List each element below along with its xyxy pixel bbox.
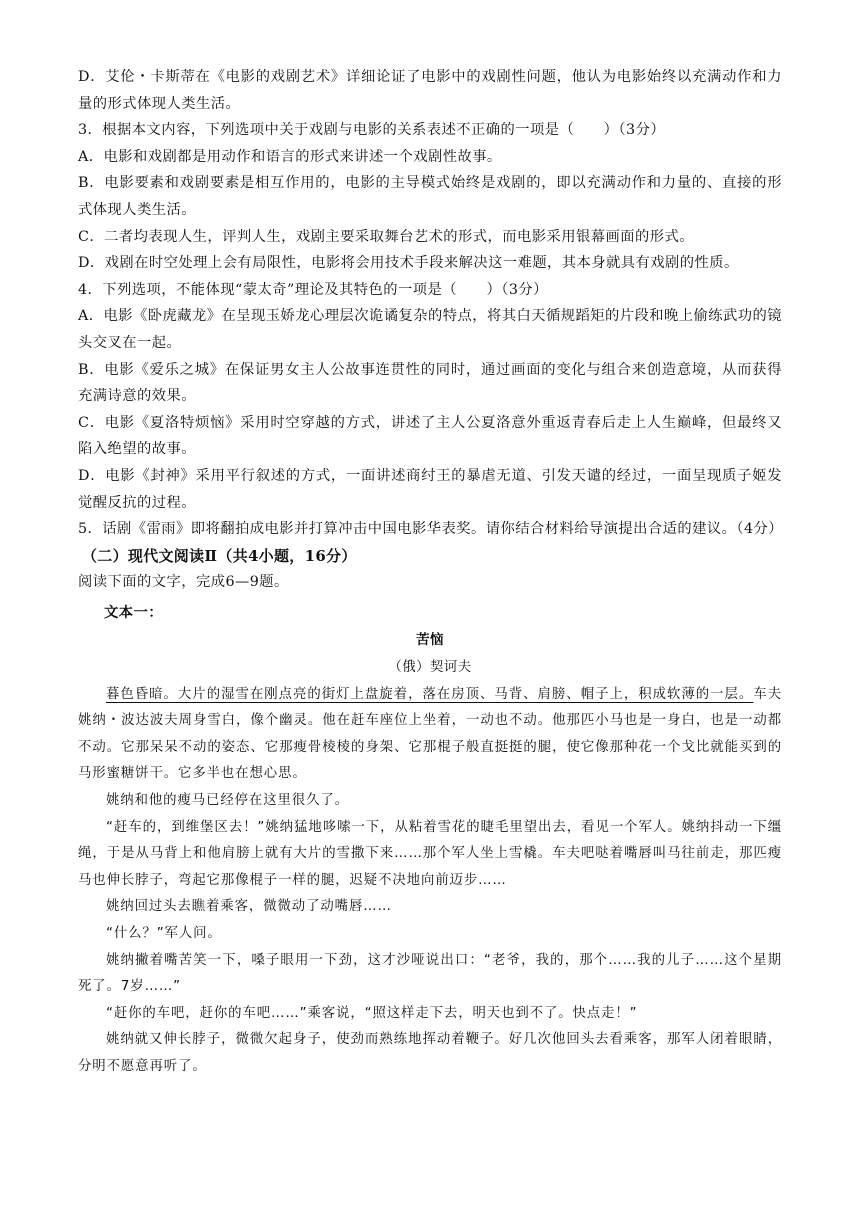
story-paragraph-1 <box>78 682 782 788</box>
q4-option-b: B．电影《爱乐之城》在保证男女主人公故事连贯性的同时，通过画面的变化与组合来创造意境，从而获得充满诗意的效果。 <box>78 361 782 405</box>
q4-stem: 4．下列选项，不能体现“蒙太奇”理论及其特色的一项是（ ）（3分） <box>78 281 548 298</box>
story-title: 苦恼 <box>416 633 444 649</box>
section-title: （二）现代文阅读Ⅱ（共4小题，16分） <box>82 546 357 565</box>
paragraph-1-rest: 车夫姚纳・波达波夫周身雪白，像个幽灵。他在赶车座位上坐着，一动也不动。他那匹小马也是一身白，也是一动都不动。它那呆呆不动的姿态、它那瘦骨棱棱的身架、它那棍子般直挺挺的腿，使它像那种花一个戈比就能买到的马形蜜糖饼干。它多半也在想心思。 <box>78 686 782 782</box>
story-body <box>78 628 782 1080</box>
q5-stem: 5．话剧《雷雨》即将翻拍成电影并打算冲击中国电影华表奖。请你结合材料给导演提出合适的建议。（4分） <box>78 521 784 538</box>
q4-option-a: A．电影《卧虎藏龙》在呈现玉娇龙心理层次诡谲复杂的特点，将其白天循规蹈矩的片段和晚上偷练武功的镜头交叉在一起。 <box>78 308 782 351</box>
story-paragraph-7: “赶你的车吧，赶你的车吧……”乘客说，“照这样走下去，明天也到不了。快点走！” <box>106 1005 638 1021</box>
q3-option-d: D．戏剧在时空处理上会有局限性，电影将会用技术手段来解决这一难题，其本身就具有戏剧的性质。 <box>78 255 739 272</box>
story-paragraph-3: “赶车的，到维堡区去！”姚纳猛地哆嗦一下，从粘着雪花的睫毛里望出去，看见一个军人。姚纳抖动一下缰绳，于是从马背上和他肩膀上就有大片的雪撒下来……那个军人坐上雪橇。车夫吧哒着嘴唇叫马往前走，那匹瘦马也伸长脖子，弯起它那像棍子一样的腿，迟疑不决地向前迈步…… <box>78 819 782 888</box>
q3-option-c: C．二者均表现人生，评判人生，戏剧主要采取舞台艺术的形式，而电影采用银幕画面的形式。 <box>78 228 695 245</box>
q4-option-d: D．电影《封神》采用平行叙述的方式，一面讲述商纣王的暴虐无道、引发天谴的经过，一面呈现质子姬发觉醒反抗的过程。 <box>78 467 782 511</box>
q3-option-a: A．电影和戏剧都是用动作和语言的形式来讲述一个戏剧性故事。 <box>78 148 502 165</box>
story-paragraph-4: 姚纳回过头去瞧着乘客，微微动了动嘴唇…… <box>106 899 392 915</box>
story-paragraph-2: 姚纳和他的瘦马已经停在这里很久了。 <box>106 793 349 809</box>
q2-option-d: D．艾伦・卡斯蒂在《电影的戏剧艺术》详细论证了电影中的戏剧性问题，他认为电影始终以充满动作和力量的形式体现人类生活。 <box>78 69 782 112</box>
story-paragraph-8: 姚纳就又伸长脖子，微微欠起身子，使劲而熟练地挥动着鞭子。好几次他回头去看乘客，那军人闭着眼睛，分明不愿意再听了。 <box>78 1032 782 1074</box>
reading-instruction: 阅读下面的文字，完成6—9题。 <box>78 574 289 591</box>
text-label: 文本一： <box>104 604 163 621</box>
underlined-sentence: 暮色昏暗。大片的湿雪在刚点亮的街灯上盘旋着，落在房顶、马背、肩膀、帽子上，积成软薄的一层。 <box>106 686 754 702</box>
exam-page <box>78 64 782 1081</box>
story-author: （俄）契诃夫 <box>388 660 472 676</box>
story-paragraph-5: “什么？”军人问。 <box>106 926 222 941</box>
q4-option-c: C．电影《夏洛特烦恼》采用时空穿越的方式，讲述了主人公夏洛意外重返青春后走上人生巅峰，但最终又陷入绝望的故事。 <box>78 414 782 458</box>
q3-option-b: B．电影要素和戏剧要素是相互作用的，电影的主导模式始终是戏剧的，即以充满动作和力量的、直接的形式体现人类生活。 <box>78 175 782 218</box>
q3-stem: 3．根据本文内容，下列选项中关于戏剧与电影的关系表述不正确的一项是（ ）（3分） <box>78 122 666 139</box>
story-paragraph-6: 姚纳撇着嘴苦笑一下，嗓子眼用一下劲，这才沙哑说出口：“老爷，我的，那个……我的儿子……这个星期死了。7岁……” <box>78 952 782 995</box>
